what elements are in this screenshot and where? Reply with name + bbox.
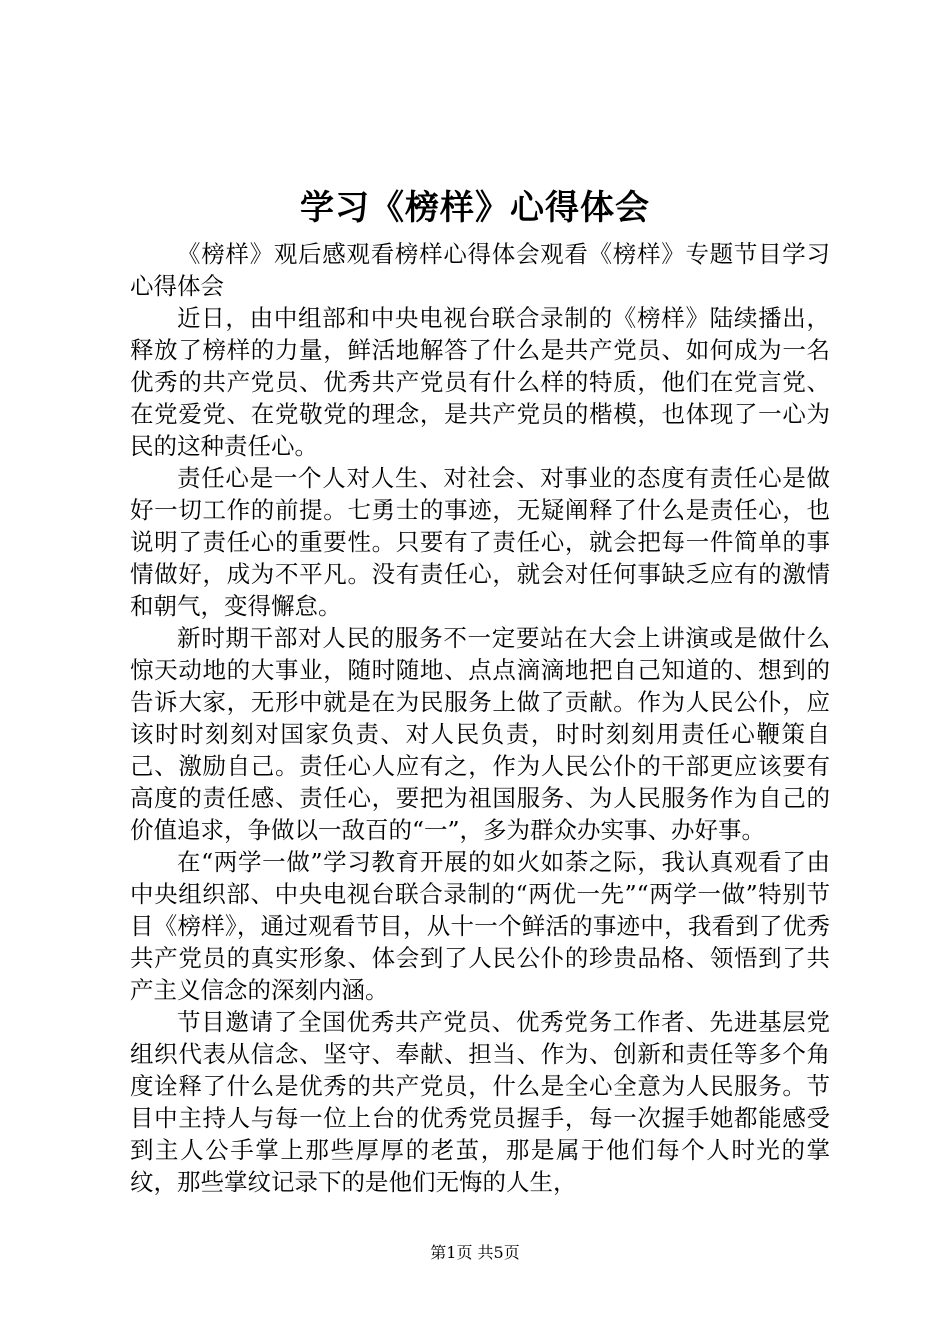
- paragraph: 责任心是一个人对人生、对社会、对事业的态度有责任心是做好一切工作的前提。七勇士的事迹，无疑阐释了什么是责任心，也说明了责任心的重要性。只要有了责任心，就会把每一件简单的事情做好，成为不平凡。没有责任心，就会对任何事缺乏应有的激情和朝气，变得懈怠。: [130, 464, 830, 620]
- paragraph: 《榜样》观后感观看榜样心得体会观看《榜样》专题节目学习心得体会: [130, 240, 830, 300]
- document-title: 学习《榜样》心得体会: [300, 188, 650, 228]
- paragraph: 近日，由中组部和中央电视台联合录制的《榜样》陆续播出，释放了榜样的力量，鲜活地解答了什么是共产党员、如何成为一名优秀的共产党员、优秀共产党员有什么样的特质，他们在党言党、在党爱党、在党敬党的理念，是共产党员的楷模，也体现了一心为民的这种责任心。: [130, 304, 830, 460]
- page-number: 第1页 共5页: [430, 1243, 520, 1262]
- paragraph: 在“两学一做”学习教育开展的如火如荼之际，我认真观看了由中央组织部、中央电视台联合录制的“两优一先”“两学一做”特别节目《榜样》，通过观看节目，从十一个鲜活的事迹中，我看到了优秀共产党员的真实形象、体会到了人民公仆的珍贵品格、领悟到了共产主义信念的深刻内涵。: [130, 848, 830, 1004]
- document-body: [130, 238, 830, 1198]
- paragraph: 新时期干部对人民的服务不一定要站在大会上讲演或是做什么惊天动地的大事业，随时随地、点点滴滴地把自己知道的、想到的告诉大家，无形中就是在为民服务上做了贡献。作为人民公仆，应该时时刻刻对国家负责、对人民负责，时时刻刻用责任心鞭策自己、激励自己。责任心人应有之，作为人民公仆的干部更应该要有高度的责任感、责任心，要把为祖国服务、为人民服务作为自己的价值追求，争做以一敌百的“一”，多为群众办实事、办好事。: [130, 624, 830, 844]
- paragraph: 节目邀请了全国优秀共产党员、优秀党务工作者、先进基层党组织代表从信念、坚守、奉献、担当、作为、创新和责任等多个角度诠释了什么是优秀的共产党员，什么是全心全意为人民服务。节目中主持人与每一位上台的优秀党员握手，每一次握手她都能感受到主人公手掌上那些厚厚的老茧，那是属于他们每个人时光的掌纹，那些掌纹记录下的是他们无悔的人生，: [130, 1008, 830, 1196]
